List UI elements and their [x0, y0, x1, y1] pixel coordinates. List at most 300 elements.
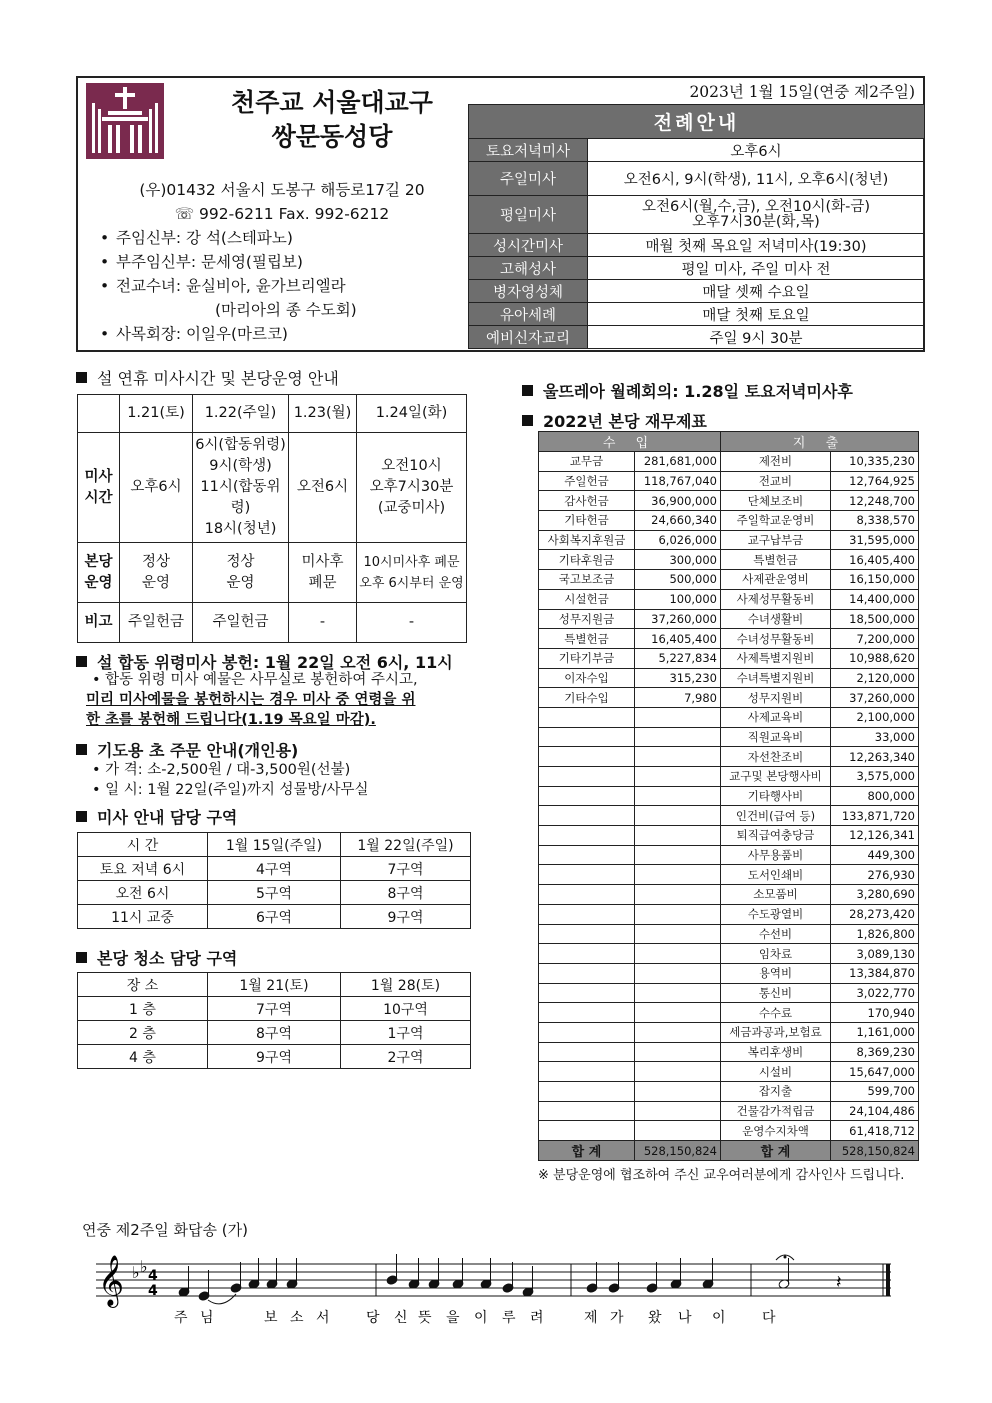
expense-amount: 61,418,712: [831, 1121, 919, 1141]
finance-row: [539, 629, 919, 649]
income-amount: [635, 786, 721, 806]
lyric-syllable: 서: [316, 1310, 330, 1326]
income-label: 특별헌금: [539, 629, 635, 649]
expense-label: 용역비: [721, 963, 831, 983]
income-label: [539, 806, 635, 826]
lyric-syllable: 가: [610, 1310, 624, 1326]
rest-icon: 𝄽: [836, 1272, 842, 1293]
income-amount: [635, 924, 721, 944]
staff-sisters: • 전교수녀: 윤실비아, 윤가브리엘라: [96, 274, 468, 298]
finance-footnote: ※ 분당운영에 협조하여 주신 교우여러분에게 감사인사 드립니다.: [538, 1168, 905, 1183]
staff-associate: • 부주임신부: 문세영(필립보): [96, 250, 468, 274]
expense-amount: 599,700: [831, 1082, 919, 1102]
finance-row: [539, 767, 919, 787]
finance-row: [539, 1121, 919, 1141]
income-label: 기타후원금: [539, 550, 635, 570]
liturgy-label: 병자영성체: [469, 280, 588, 303]
finance-row: [539, 570, 919, 590]
income-amount: 36,900,000: [635, 491, 721, 511]
square-bullet-icon: [76, 952, 87, 963]
lyric-syllable: 보: [264, 1310, 278, 1326]
expense-header: 지 출: [721, 432, 919, 452]
lyric-syllable: 을: [446, 1310, 460, 1326]
candle-date: 일 시: 1월 22일(주일)까지 성물방/사무실: [105, 782, 369, 798]
lunar-schedule-table: [77, 394, 467, 643]
cleaning-heading: 본당 청소 담당 구역: [76, 946, 237, 969]
staff-pastor: • 주임신부: 강 석(스테파노): [96, 226, 468, 250]
flat-icon: ♭: [140, 1257, 148, 1276]
memorial-text: • 합동 위령 미사 예물은 사무실로 봉헌하여 주시고, 미리 미사예물을 봉헌하시는 경우 미사 중 연령을 위 한 초를 봉헌해 드립니다(1.19 목요일 마감).: [86, 670, 478, 730]
operation-cell: 정상 운영: [193, 543, 289, 603]
candle-heading: 기도용 초 주문 안내(개인용): [76, 738, 298, 761]
finance-rows: [539, 452, 919, 1141]
cleaning-cell: 8구역: [208, 1021, 341, 1045]
expense-amount: 16,405,400: [831, 550, 919, 570]
expense-label: 수도광열비: [721, 904, 831, 924]
expense-amount: 28,273,420: [831, 904, 919, 924]
operation-label: 본당 운영: [78, 543, 120, 603]
note-cell: 주일헌금: [193, 603, 289, 643]
expense-amount: 15,647,000: [831, 1062, 919, 1082]
cleaning-cell: 9구역: [208, 1045, 341, 1069]
guide-cell: 5구역: [208, 881, 341, 905]
income-label: 성무지원금: [539, 609, 635, 629]
expense-amount: 37,260,000: [831, 688, 919, 708]
expense-amount: 10,335,230: [831, 452, 919, 472]
cleaning-cell: 4 층: [78, 1045, 208, 1069]
liturgy-value: 매월 첫째 목요일 저녁미사(19:30): [588, 234, 925, 257]
liturgy-title: 전례안내: [469, 105, 925, 139]
finance-row: [539, 452, 919, 472]
income-label: 교무금: [539, 452, 635, 472]
income-total-label: 합 계: [539, 1141, 635, 1161]
candle-price: 가 격: 소-2,500원 / 대-3,500원(선불): [105, 762, 351, 778]
guide-cell: 7구역: [341, 857, 471, 881]
expense-amount: 449,300: [831, 845, 919, 865]
income-label: [539, 944, 635, 964]
lyric-syllable: 나: [678, 1310, 692, 1326]
finance-row: [539, 707, 919, 727]
liturgy-label: 평일미사: [469, 196, 588, 234]
staff-council: • 사목회장: 이일우(마르코): [96, 322, 468, 346]
memorial-heading: 설 합동 위령미사 봉헌: 1월 22일 오전 6시, 11시: [76, 650, 453, 673]
mass-time-cell: 6시(합동위령) 9시(학생) 11시(합동위령) 18시(청년): [193, 433, 289, 543]
expense-label: 잡지출: [721, 1082, 831, 1102]
income-label: [539, 963, 635, 983]
income-label: [539, 1022, 635, 1042]
expense-label: 직원교육비: [721, 727, 831, 747]
guide-col-header: 1월 15일(주일): [208, 833, 341, 857]
cleaning-cell: 10구역: [341, 997, 471, 1021]
liturgy-value: 주일 9시 30분: [588, 326, 925, 349]
income-amount: 7,980: [635, 688, 721, 708]
expense-label: 기타행사비: [721, 786, 831, 806]
guide-cell: 4구역: [208, 857, 341, 881]
mass-time-cell: 오전6시: [289, 433, 357, 543]
finance-row: [539, 1003, 919, 1023]
income-label: [539, 924, 635, 944]
staff-sisters-order: (마리아의 종 수도회): [215, 301, 357, 319]
expense-amount: 1,161,000: [831, 1022, 919, 1042]
finance-row: [539, 963, 919, 983]
mass-time-label: 미사 시간: [78, 433, 120, 543]
expense-amount: 3,280,690: [831, 885, 919, 905]
income-amount: [635, 1101, 721, 1121]
income-label: 이자수입: [539, 668, 635, 688]
expense-label: 사제교육비: [721, 707, 831, 727]
expense-label: 시설비: [721, 1062, 831, 1082]
expense-label: 사제특별지원비: [721, 648, 831, 668]
income-amount: [635, 1121, 721, 1141]
income-label: [539, 786, 635, 806]
lyric-syllable: 뜻: [418, 1310, 432, 1326]
income-label: [539, 1062, 635, 1082]
bulletin-header: [76, 76, 925, 352]
expense-label: 단체보조비: [721, 491, 831, 511]
lyric-syllable: 루: [502, 1310, 516, 1326]
mass-guide-table: [77, 832, 471, 929]
cleaning-col-header: 1월 28(토): [341, 973, 471, 997]
expense-label: 자선찬조비: [721, 747, 831, 767]
expense-amount: 3,022,770: [831, 983, 919, 1003]
income-label: [539, 885, 635, 905]
note-label: 비고: [78, 603, 120, 643]
income-label: 주일헌금: [539, 471, 635, 491]
expense-label: 전교비: [721, 471, 831, 491]
income-label: 기타헌금: [539, 511, 635, 531]
staff-lines: [96, 1264, 891, 1296]
lyric-syllable: 이: [474, 1310, 488, 1326]
expense-label: 복리후생비: [721, 1042, 831, 1062]
church-logo-icon: [86, 83, 164, 159]
income-label: [539, 865, 635, 885]
finance-row: [539, 1042, 919, 1062]
expense-label: 운영수지차액: [721, 1121, 831, 1141]
operation-cell: 정상 운영: [120, 543, 193, 603]
finance-row: [539, 471, 919, 491]
expense-amount: 33,000: [831, 727, 919, 747]
guide-cell: 6구역: [208, 905, 341, 929]
liturgy-label: 토요저녁미사: [469, 139, 588, 162]
psalm-score: [96, 1244, 896, 1334]
expense-label: 도서인쇄비: [721, 865, 831, 885]
cleaning-cell: 2구역: [341, 1045, 471, 1069]
address: (우)01432 서울시 도봉구 해등로17길 20: [139, 181, 425, 199]
expense-label: 수녀생활비: [721, 609, 831, 629]
expense-amount: 7,200,000: [831, 629, 919, 649]
expense-amount: 3,575,000: [831, 767, 919, 787]
income-label: 기타기부금: [539, 648, 635, 668]
day-header: 1.24일(화): [357, 395, 467, 433]
expense-amount: 13,384,870: [831, 963, 919, 983]
income-amount: [635, 826, 721, 846]
expense-amount: 170,940: [831, 1003, 919, 1023]
expense-amount: 800,000: [831, 786, 919, 806]
candle-text: • 가 격: 소-2,500원 / 대-3,500원(선불) • 일 시: 1월 22일(주일)까지 성물방/사무실: [92, 762, 369, 798]
expense-label: 수선비: [721, 924, 831, 944]
guide-cell: 토요 저녁 6시: [78, 857, 208, 881]
lyric-syllable: 주: [174, 1310, 188, 1326]
income-amount: 6,026,000: [635, 530, 721, 550]
income-amount: [635, 806, 721, 826]
income-amount: [635, 885, 721, 905]
day-header: 1.23(월): [289, 395, 357, 433]
liturgy-value: 오후6시: [588, 139, 925, 162]
income-amount: [635, 767, 721, 787]
bulletin-date: 2023년 1월 15일(연중 제2주일): [689, 83, 915, 101]
finance-row: [539, 550, 919, 570]
parish-name-line1: 천주교 서울대교구: [231, 88, 433, 117]
liturgy-table: [468, 104, 925, 349]
finance-row: [539, 747, 919, 767]
expense-amount: 1,826,800: [831, 924, 919, 944]
income-label: [539, 1082, 635, 1102]
income-amount: 5,227,834: [635, 648, 721, 668]
expense-label: 주일학교운영비: [721, 511, 831, 531]
income-amount: 24,660,340: [635, 511, 721, 531]
finance-heading: 2022년 본당 재무제표: [522, 409, 707, 432]
cleaning-cell: 7구역: [208, 997, 341, 1021]
finance-row: [539, 865, 919, 885]
mass-time-cell: 오후6시: [120, 433, 193, 543]
income-label: [539, 826, 635, 846]
finance-row: [539, 924, 919, 944]
guide-cell: 11시 교중: [78, 905, 208, 929]
note-cell: 주일헌금: [120, 603, 193, 643]
liturgy-label: 유아세례: [469, 303, 588, 326]
income-label: 사회복지후원금: [539, 530, 635, 550]
parish-logo: [86, 83, 164, 159]
income-amount: [635, 1062, 721, 1082]
expense-amount: 14,400,000: [831, 589, 919, 609]
expense-label: 사무용품비: [721, 845, 831, 865]
income-amount: [635, 983, 721, 1003]
income-amount: 300,000: [635, 550, 721, 570]
liturgy-label: 고해성사: [469, 257, 588, 280]
note-cell: -: [357, 603, 467, 643]
expense-label: 사제관운영비: [721, 570, 831, 590]
liturgy-value: 평일 미사, 주일 미사 전: [588, 257, 925, 280]
finance-statement: [538, 431, 919, 1161]
cleaning-col-header: 장 소: [78, 973, 208, 997]
time-sig-top: 4: [148, 1268, 158, 1284]
lyric-syllable: 이: [712, 1310, 726, 1326]
expense-label: 임차료: [721, 944, 831, 964]
income-label: [539, 1101, 635, 1121]
square-bullet-icon: [76, 744, 87, 755]
square-bullet-icon: [522, 415, 533, 426]
psalm-title: 연중 제2주일 화답송 (가): [82, 1221, 248, 1239]
expense-amount: 12,248,700: [831, 491, 919, 511]
guide-cell: 오전 6시: [78, 881, 208, 905]
treble-clef-icon: 𝄞: [98, 1255, 125, 1306]
finance-row: [539, 944, 919, 964]
expense-amount: 24,104,486: [831, 1101, 919, 1121]
expense-label: 통신비: [721, 983, 831, 1003]
income-amount: [635, 963, 721, 983]
income-amount: 37,260,000: [635, 609, 721, 629]
income-amount: [635, 707, 721, 727]
expense-amount: 2,100,000: [831, 707, 919, 727]
square-bullet-icon: [76, 656, 87, 667]
expense-label: 소모품비: [721, 885, 831, 905]
expense-amount: 133,871,720: [831, 806, 919, 826]
liturgy-value: 매달 셋째 수요일: [588, 280, 925, 303]
income-label: [539, 845, 635, 865]
expense-amount: 12,764,925: [831, 471, 919, 491]
cleaning-cell: 2 층: [78, 1021, 208, 1045]
expense-label: 수녀특별지원비: [721, 668, 831, 688]
square-bullet-icon: [522, 385, 533, 396]
finance-row: [539, 589, 919, 609]
liturgy-value: [588, 196, 925, 234]
liturgy-value: 오전6시, 9시(학생), 11시, 오후6시(청년): [588, 162, 925, 196]
finance-row: [539, 983, 919, 1003]
expense-amount: 8,369,230: [831, 1042, 919, 1062]
contact-info: [96, 178, 468, 346]
square-bullet-icon: [76, 372, 87, 383]
expense-amount: 12,263,340: [831, 747, 919, 767]
expense-amount: 16,150,000: [831, 570, 919, 590]
expense-label: 인건비(급여 등): [721, 806, 831, 826]
expense-label: 특별헌금: [721, 550, 831, 570]
expense-label: 사제성무활동비: [721, 589, 831, 609]
expense-total-label: 합 계: [721, 1141, 831, 1161]
income-label: [539, 983, 635, 1003]
lyric-syllable: 소: [290, 1310, 304, 1326]
finance-row: [539, 491, 919, 511]
expense-amount: 31,595,000: [831, 530, 919, 550]
income-label: [539, 767, 635, 787]
finance-row: [539, 845, 919, 865]
income-amount: [635, 845, 721, 865]
income-label: [539, 727, 635, 747]
lyrics: [174, 1309, 776, 1326]
income-label: 시설헌금: [539, 589, 635, 609]
finance-row: [539, 786, 919, 806]
expense-amount: 18,500,000: [831, 609, 919, 629]
income-amount: [635, 1042, 721, 1062]
time-sig-bottom: 4: [148, 1283, 158, 1299]
expense-label: 교구및 본당행사비: [721, 767, 831, 787]
liturgy-label: 성시간미사: [469, 234, 588, 257]
parish-name: [182, 86, 482, 154]
expense-label: 제전비: [721, 452, 831, 472]
lyric-syllable: 신: [394, 1310, 408, 1326]
income-amount: 118,767,040: [635, 471, 721, 491]
income-total: 528,150,824: [635, 1141, 721, 1161]
flat-icon: ♭: [132, 1263, 140, 1282]
fermata-dot: [784, 1256, 787, 1259]
finance-row: [539, 727, 919, 747]
income-amount: 16,405,400: [635, 629, 721, 649]
expense-amount: 10,988,620: [831, 648, 919, 668]
income-amount: 500,000: [635, 570, 721, 590]
income-header: 수 입: [539, 432, 721, 452]
expense-label: 세금과공과,보험료: [721, 1022, 831, 1042]
guide-cell: 9구역: [341, 905, 471, 929]
finance-table: [538, 431, 919, 1161]
guide-col-header: 시 간: [78, 833, 208, 857]
income-label: [539, 1121, 635, 1141]
square-bullet-icon: [76, 811, 87, 822]
weekday-mass-line2: 오후7시30분(화,목): [692, 213, 820, 230]
liturgy-label: 예비신자교리: [469, 326, 588, 349]
lunar-heading: 설 연휴 미사시간 및 본당운영 안내: [76, 366, 339, 389]
expense-label: 성무지원비: [721, 688, 831, 708]
liturgy-value: 매달 첫째 토요일: [588, 303, 925, 326]
income-amount: [635, 727, 721, 747]
income-amount: 100,000: [635, 589, 721, 609]
guide-col-header: 1월 22일(주일): [341, 833, 471, 857]
lyric-syllable: 려: [530, 1310, 544, 1326]
expense-total: 528,150,824: [831, 1141, 919, 1161]
expense-amount: 2,120,000: [831, 668, 919, 688]
liturgy-guide: [468, 104, 925, 349]
finance-row: [539, 1082, 919, 1102]
income-amount: [635, 1003, 721, 1023]
income-amount: 281,681,000: [635, 452, 721, 472]
cleaning-cell: 1 층: [78, 997, 208, 1021]
slur-icon: [208, 1294, 236, 1304]
finance-row: [539, 530, 919, 550]
income-amount: [635, 1082, 721, 1102]
income-amount: [635, 904, 721, 924]
expense-amount: 12,126,341: [831, 826, 919, 846]
lyric-syllable: 님: [200, 1310, 214, 1326]
expense-amount: 8,338,570: [831, 511, 919, 531]
finance-row: [539, 609, 919, 629]
guide-cell: 8구역: [341, 881, 471, 905]
note-cell: -: [289, 603, 357, 643]
finance-row: [539, 885, 919, 905]
day-header: 1.22(주일): [193, 395, 289, 433]
finance-row: [539, 1101, 919, 1121]
finance-row: [539, 668, 919, 688]
expense-label: 수녀성무활동비: [721, 629, 831, 649]
income-label: [539, 707, 635, 727]
expense-amount: 276,930: [831, 865, 919, 885]
finance-row: [539, 904, 919, 924]
income-label: [539, 1003, 635, 1023]
liturgy-label: 주일미사: [469, 162, 588, 196]
lyric-syllable: 왔: [648, 1310, 662, 1326]
lyric-syllable: 당: [366, 1310, 380, 1326]
cleaning-cell: 1구역: [341, 1021, 471, 1045]
operation-cell: 10시미사후 폐문 오후 6시부터 운영: [357, 543, 467, 603]
lyric-syllable: 제: [584, 1310, 598, 1326]
expense-label: 교구납부금: [721, 530, 831, 550]
memorial-line1: 합동 위령 미사 예물은 사무실로 봉헌하여 주시고,: [105, 672, 418, 688]
finance-row: [539, 1022, 919, 1042]
finance-row: [539, 511, 919, 531]
income-label: 감사헌금: [539, 491, 635, 511]
finance-row: [539, 648, 919, 668]
expense-label: 수수료: [721, 1003, 831, 1023]
income-amount: [635, 1022, 721, 1042]
staff-list: [96, 226, 468, 346]
expense-label: 건물감가적립금: [721, 1101, 831, 1121]
income-label: [539, 904, 635, 924]
cleaning-col-header: 1월 21(토): [208, 973, 341, 997]
lyric-syllable: 다: [762, 1310, 776, 1326]
income-amount: 315,230: [635, 668, 721, 688]
weekday-mass-line1: 오전6시(월,수,금), 오전10시(화-금): [641, 198, 871, 215]
phone-fax: ☏ 992-6211 Fax. 992-6212: [174, 205, 390, 223]
memorial-line3: 한 초를 봉헌해 드립니다(1.19 목요일 마감).: [86, 712, 376, 728]
ultreya-heading: 울뜨레아 월례회의: 1.28일 토요저녁미사후: [522, 379, 853, 402]
income-label: 국고보조금: [539, 570, 635, 590]
